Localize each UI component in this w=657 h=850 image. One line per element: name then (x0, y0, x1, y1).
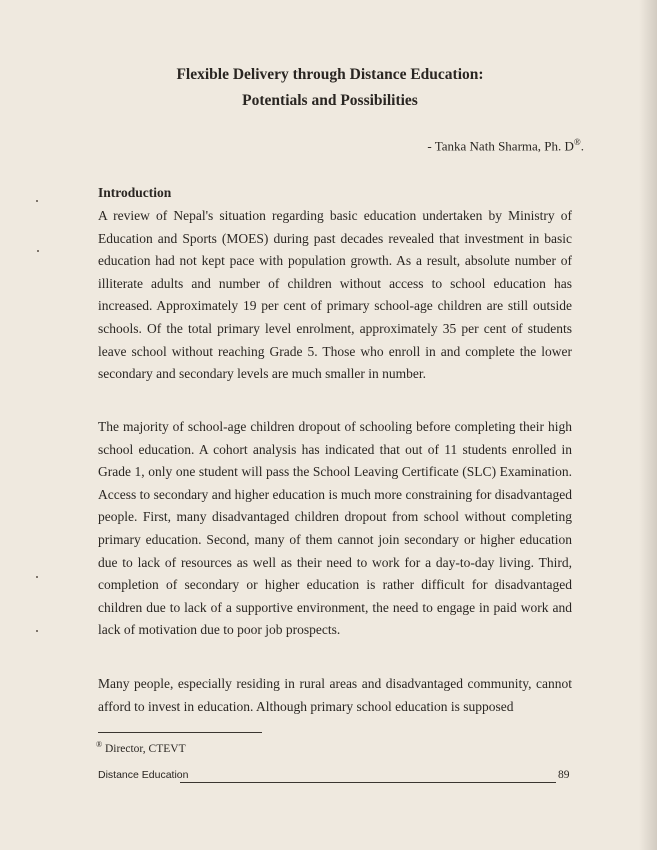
footnote-mark: ® (96, 740, 103, 749)
author-name: - Tanka Nath Sharma, Ph. D (427, 138, 574, 154)
footnote-rule (98, 732, 262, 733)
page-edge-shadow (639, 0, 657, 850)
page-number: 89 (558, 769, 570, 781)
author-line: - Tanka Nath Sharma, Ph. D®. (427, 137, 584, 154)
author-footnote-mark: ® (573, 137, 581, 147)
paragraph-2: The majority of school-age children dropout of schooling before completing their high school education. A cohort analysis has indicated that out of 11 students enrolled in Grade 1, only one student will pass the School Leaving Certificate (SLC) Examination. Access to secondary and higher education is much more constraining for disadvantaged people. First, many disadvantaged children dropout from school without completing primary education. Second, many of them cannot join secondary or higher education due to lack of resources as well as their need to work for a day-to-day living. Third, completion of secondary or higher education is rather difficult for disadvantaged children due to lack of a supportive environment, the need to engage in paid work and lack of motivation due to poor job prospects. (98, 419, 572, 638)
section-heading: Introduction (98, 185, 172, 200)
footnote (96, 740, 186, 755)
scan-speck (36, 200, 38, 202)
scan-speck (37, 250, 39, 252)
paragraph-1: A review of Nepal's situation regarding basic education undertaken by Ministry of Education and Sports (MOES) during past decades revealed that investment in basic education had not kept pace with population growth. As a result, absolute number of illiterate adults and number of children without access to school education has increased. Approximately 19 per cent of primary school-age children are still outside schools. Of the total primary level enrolment, approximately 35 per cent of students leave school without reaching Grade 5. Those who enroll in and complete the lower secondary and secondary levels are much smaller in number. (98, 208, 572, 382)
title-line-1: Flexible Delivery through Distance Education: (176, 66, 484, 83)
scan-speck (36, 576, 38, 578)
footer-rule (180, 782, 556, 783)
scan-speck (36, 630, 38, 632)
footer-label: Distance Education (98, 769, 189, 781)
footnote-text: Director, CTEVT (104, 742, 186, 755)
title-line-2: Potentials and Possibilities (242, 92, 418, 109)
paragraph-3: Many people, especially residing in rural areas and disadvantaged community, cannot afford to invest in education. Although primary school education is supposed (98, 676, 572, 714)
